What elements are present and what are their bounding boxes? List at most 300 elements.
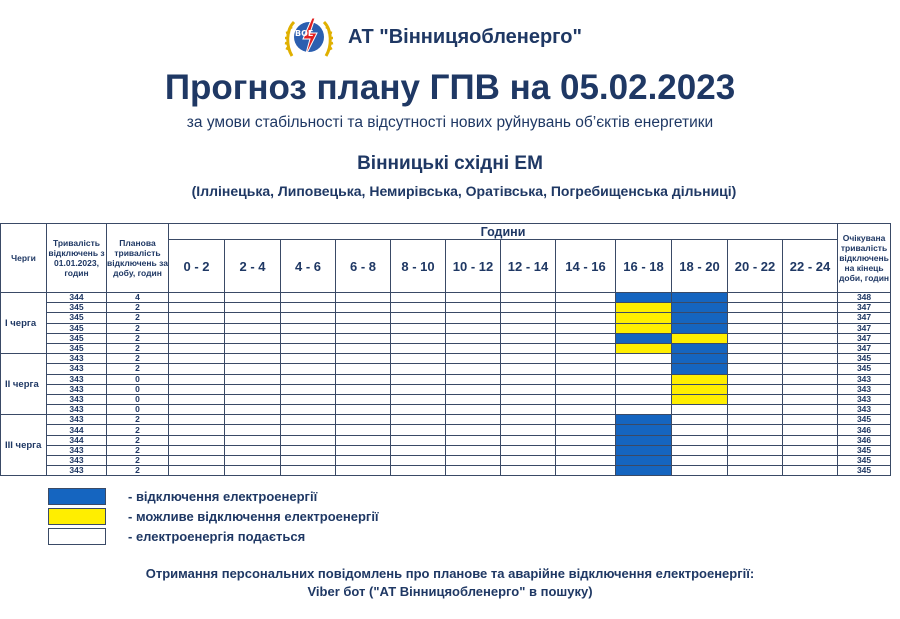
slot-cell <box>556 323 616 333</box>
duration-cell: 344 <box>47 293 107 303</box>
slot-cell <box>281 293 336 303</box>
slot-cell <box>446 445 501 455</box>
slot-cell <box>501 435 556 445</box>
planned-cell: 2 <box>107 323 169 333</box>
planned-cell: 2 <box>107 343 169 353</box>
slot-cell <box>391 445 446 455</box>
slot-cell <box>336 313 391 323</box>
slot-cell <box>783 435 838 445</box>
expected-cell: 343 <box>838 405 891 415</box>
table-row <box>1 354 891 364</box>
slot-cell <box>281 445 336 455</box>
duration-cell: 343 <box>47 374 107 384</box>
header-queue: Черги <box>1 224 47 293</box>
slot-cell <box>281 456 336 466</box>
duration-cell: 344 <box>47 425 107 435</box>
slot-cell <box>446 374 501 384</box>
planned-cell: 2 <box>107 435 169 445</box>
slot-cell <box>501 405 556 415</box>
slot-cell <box>501 333 556 343</box>
slot-cell <box>225 405 281 415</box>
slot-cell <box>672 354 728 364</box>
slot-cell <box>391 374 446 384</box>
slot-cell <box>281 415 336 425</box>
slot-cell <box>391 456 446 466</box>
slot-header: 4 - 6 <box>281 240 336 293</box>
header-duration: Тривалість відключень з 01.01.2023, годин <box>47 224 107 293</box>
slot-cell <box>281 425 336 435</box>
planned-cell: 2 <box>107 303 169 313</box>
duration-cell: 345 <box>47 323 107 333</box>
duration-cell: 343 <box>47 394 107 404</box>
queue-label: І черга <box>1 293 47 354</box>
slot-cell <box>556 425 616 435</box>
slot-cell <box>556 354 616 364</box>
queue-label: ІІ черга <box>1 354 47 415</box>
slot-cell <box>225 374 281 384</box>
expected-cell: 345 <box>838 445 891 455</box>
slot-cell <box>501 384 556 394</box>
slot-cell <box>336 303 391 313</box>
slot-cell <box>391 466 446 476</box>
slot-header: 8 - 10 <box>391 240 446 293</box>
slot-cell <box>501 394 556 404</box>
slot-cell <box>783 354 838 364</box>
slot-cell <box>446 293 501 303</box>
company-name: АТ "Вінницяобленерго" <box>348 26 582 48</box>
slot-cell <box>728 323 783 333</box>
slot-cell <box>391 293 446 303</box>
districts-list: (Іллінецька, Липовецька, Немирівська, Оратівська, Погребищенська дільниці) <box>191 183 737 199</box>
slot-cell <box>336 456 391 466</box>
slot-cell <box>728 343 783 353</box>
slot-cell <box>391 313 446 323</box>
duration-cell: 345 <box>47 313 107 323</box>
slot-cell <box>783 425 838 435</box>
slot-cell <box>728 466 783 476</box>
slot-cell <box>616 293 672 303</box>
slot-cell <box>281 435 336 445</box>
expected-cell: 345 <box>838 415 891 425</box>
slot-cell <box>336 364 391 374</box>
slot-cell <box>281 405 336 415</box>
legend-label-off: - відключення електроенергії <box>128 489 318 504</box>
slot-cell <box>336 394 391 404</box>
legend-label-on: - електроенергія подається <box>128 529 306 544</box>
slot-cell <box>616 323 672 333</box>
table-row <box>1 435 891 445</box>
slot-cell <box>391 303 446 313</box>
slot-cell <box>783 374 838 384</box>
slot-header: 16 - 18 <box>616 240 672 293</box>
planned-cell: 4 <box>107 293 169 303</box>
slot-cell <box>672 435 728 445</box>
slot-header: 22 - 24 <box>783 240 838 293</box>
slot-cell <box>225 394 281 404</box>
planned-cell: 0 <box>107 405 169 415</box>
slot-cell <box>169 343 225 353</box>
slot-cell <box>616 435 672 445</box>
slot-cell <box>783 394 838 404</box>
slot-cell <box>281 384 336 394</box>
expected-cell: 345 <box>838 364 891 374</box>
slot-cell <box>446 364 501 374</box>
slot-cell <box>556 384 616 394</box>
planned-cell: 2 <box>107 456 169 466</box>
planned-cell: 2 <box>107 333 169 343</box>
slot-cell <box>556 374 616 384</box>
slot-cell <box>169 303 225 313</box>
slot-cell <box>556 333 616 343</box>
legend-item-maybe <box>48 507 468 525</box>
planned-cell: 0 <box>107 394 169 404</box>
duration-cell: 345 <box>47 303 107 313</box>
slot-cell <box>225 466 281 476</box>
table-row <box>1 425 891 435</box>
table-row <box>1 323 891 333</box>
legend-swatch-maybe <box>48 508 106 525</box>
footer-notice: Отримання персональних повідомлень про планове та аварійне відключення електроенергії: <box>145 566 755 581</box>
slot-cell <box>446 303 501 313</box>
table-row <box>1 466 891 476</box>
slot-cell <box>169 313 225 323</box>
expected-cell: 343 <box>838 394 891 404</box>
slot-cell <box>169 445 225 455</box>
slot-cell <box>169 415 225 425</box>
slot-cell <box>225 323 281 333</box>
slot-cell <box>225 354 281 364</box>
slot-cell <box>672 466 728 476</box>
planned-cell: 2 <box>107 445 169 455</box>
slot-cell <box>281 466 336 476</box>
expected-cell: 347 <box>838 343 891 353</box>
slot-cell <box>616 333 672 343</box>
slot-cell <box>169 384 225 394</box>
slot-cell <box>556 394 616 404</box>
slot-cell <box>336 293 391 303</box>
table-row <box>1 364 891 374</box>
legend-label-maybe: - можливе відключення електроенергії <box>128 509 379 524</box>
slot-cell <box>672 364 728 374</box>
slot-cell <box>556 303 616 313</box>
slot-cell <box>783 293 838 303</box>
slot-cell <box>501 445 556 455</box>
slot-cell <box>616 303 672 313</box>
duration-cell: 343 <box>47 466 107 476</box>
table-row <box>1 456 891 466</box>
slot-cell <box>446 435 501 445</box>
slot-cell <box>391 425 446 435</box>
slot-cell <box>672 384 728 394</box>
expected-cell: 348 <box>838 293 891 303</box>
slot-cell <box>728 456 783 466</box>
region-title: Вінницькі східні ЕМ <box>357 153 543 174</box>
duration-cell: 343 <box>47 456 107 466</box>
slot-cell <box>728 435 783 445</box>
table-row <box>1 445 891 455</box>
slot-cell <box>446 405 501 415</box>
expected-cell: 347 <box>838 303 891 313</box>
slot-cell <box>336 333 391 343</box>
slot-cell <box>556 364 616 374</box>
slot-cell <box>672 445 728 455</box>
slot-cell <box>728 415 783 425</box>
slot-cell <box>728 445 783 455</box>
duration-cell: 343 <box>47 354 107 364</box>
slot-cell <box>501 354 556 364</box>
slot-cell <box>783 364 838 374</box>
slot-cell <box>336 435 391 445</box>
slot-cell <box>728 394 783 404</box>
slot-cell <box>501 293 556 303</box>
slot-cell <box>672 456 728 466</box>
slot-cell <box>391 354 446 364</box>
slot-cell <box>783 466 838 476</box>
slot-cell <box>336 466 391 476</box>
slot-cell <box>783 313 838 323</box>
slot-cell <box>783 333 838 343</box>
duration-cell: 345 <box>47 333 107 343</box>
slot-cell <box>616 466 672 476</box>
slot-cell <box>672 323 728 333</box>
slot-cell <box>225 293 281 303</box>
slot-cell <box>672 333 728 343</box>
slot-cell <box>169 323 225 333</box>
planned-cell: 0 <box>107 384 169 394</box>
slot-cell <box>728 364 783 374</box>
slot-cell <box>783 445 838 455</box>
slot-cell <box>783 303 838 313</box>
slot-cell <box>169 364 225 374</box>
slot-cell <box>446 456 501 466</box>
planned-cell: 2 <box>107 425 169 435</box>
slot-cell <box>616 364 672 374</box>
slot-cell <box>672 303 728 313</box>
slot-header: 12 - 14 <box>501 240 556 293</box>
slot-cell <box>336 405 391 415</box>
slot-cell <box>281 374 336 384</box>
slot-cell <box>556 435 616 445</box>
slot-cell <box>446 333 501 343</box>
slot-cell <box>225 415 281 425</box>
slot-cell <box>169 425 225 435</box>
slot-header: 2 - 4 <box>225 240 281 293</box>
slot-cell <box>672 343 728 353</box>
slot-cell <box>616 374 672 384</box>
slot-cell <box>501 466 556 476</box>
slot-cell <box>336 425 391 435</box>
expected-cell: 345 <box>838 466 891 476</box>
page-subtitle: за умови стабільності та відсутності нових руйнувань об’єктів енергетики <box>186 114 714 131</box>
slot-cell <box>281 364 336 374</box>
slot-cell <box>728 303 783 313</box>
slot-cell <box>728 384 783 394</box>
duration-cell: 345 <box>47 343 107 353</box>
slot-cell <box>672 405 728 415</box>
slot-cell <box>556 466 616 476</box>
slot-cell <box>169 293 225 303</box>
slot-cell <box>446 313 501 323</box>
slot-cell <box>616 343 672 353</box>
slot-header: 0 - 2 <box>169 240 225 293</box>
slot-cell <box>556 456 616 466</box>
slot-cell <box>169 456 225 466</box>
slot-cell <box>616 445 672 455</box>
slot-cell <box>501 303 556 313</box>
slot-cell <box>336 415 391 425</box>
slot-cell <box>169 374 225 384</box>
slot-cell <box>281 333 336 343</box>
planned-cell: 2 <box>107 415 169 425</box>
slot-cell <box>336 343 391 353</box>
slot-cell <box>728 333 783 343</box>
slot-cell <box>446 343 501 353</box>
slot-cell <box>616 415 672 425</box>
viber-bot-notice: Viber бот ("АТ Вінницяобленерго" в пошуку) <box>307 584 593 599</box>
slot-cell <box>728 313 783 323</box>
slot-cell <box>501 343 556 353</box>
slot-cell <box>616 354 672 364</box>
slot-cell <box>336 374 391 384</box>
slot-cell <box>501 374 556 384</box>
expected-cell: 347 <box>838 333 891 343</box>
slot-cell <box>281 313 336 323</box>
slot-cell <box>225 313 281 323</box>
expected-cell: 343 <box>838 374 891 384</box>
page-title: Прогноз плану ГПВ на 05.02.2023 <box>164 68 736 107</box>
slot-cell <box>501 456 556 466</box>
header-expected: Очікувана тривалість відключень на кінець доби, годин <box>838 224 891 293</box>
slot-cell <box>783 456 838 466</box>
slot-cell <box>281 343 336 353</box>
slot-header: 14 - 16 <box>556 240 616 293</box>
schedule-table <box>0 223 891 476</box>
slot-cell <box>336 323 391 333</box>
slot-cell <box>281 303 336 313</box>
slot-cell <box>391 435 446 445</box>
slot-cell <box>783 415 838 425</box>
slot-cell <box>556 415 616 425</box>
slot-cell <box>225 445 281 455</box>
planned-cell: 0 <box>107 374 169 384</box>
table-row <box>1 415 891 425</box>
planned-cell: 2 <box>107 364 169 374</box>
slot-cell <box>728 425 783 435</box>
table-row <box>1 303 891 313</box>
header-planned: Планова тривалість відключень за добу, годин <box>107 224 169 293</box>
slot-cell <box>391 384 446 394</box>
expected-cell: 347 <box>838 323 891 333</box>
slot-cell <box>391 415 446 425</box>
planned-cell: 2 <box>107 466 169 476</box>
slot-cell <box>281 354 336 364</box>
table-row <box>1 343 891 353</box>
slot-cell <box>556 343 616 353</box>
schedule-body <box>1 293 891 476</box>
slot-cell <box>672 293 728 303</box>
slot-cell <box>783 323 838 333</box>
slot-header: 10 - 12 <box>446 240 501 293</box>
slot-cell <box>391 323 446 333</box>
header-hours: Години <box>169 224 838 240</box>
slot-cell <box>728 293 783 303</box>
slot-cell <box>446 466 501 476</box>
table-row <box>1 313 891 323</box>
duration-cell: 343 <box>47 364 107 374</box>
planned-cell: 2 <box>107 354 169 364</box>
slot-cell <box>169 354 225 364</box>
table-row <box>1 384 891 394</box>
slot-cell <box>446 323 501 333</box>
slot-cell <box>616 425 672 435</box>
legend-swatch-on <box>48 528 106 545</box>
slot-cell <box>672 374 728 384</box>
slot-cell <box>446 425 501 435</box>
legend-item-on <box>48 527 468 545</box>
slot-cell <box>446 354 501 364</box>
slot-cell <box>556 405 616 415</box>
slot-cell <box>728 405 783 415</box>
slot-cell <box>225 384 281 394</box>
slot-cell <box>446 415 501 425</box>
slot-cell <box>446 394 501 404</box>
slot-cell <box>728 374 783 384</box>
slot-cell <box>501 415 556 425</box>
expected-cell: 347 <box>838 313 891 323</box>
slot-header: 18 - 20 <box>672 240 728 293</box>
duration-cell: 344 <box>47 435 107 445</box>
slot-cell <box>728 354 783 364</box>
slot-cell <box>501 323 556 333</box>
expected-cell: 345 <box>838 354 891 364</box>
planned-cell: 2 <box>107 313 169 323</box>
brand-header <box>282 8 622 64</box>
duration-cell: 343 <box>47 415 107 425</box>
slot-cell <box>616 456 672 466</box>
slot-cell <box>556 313 616 323</box>
expected-cell: 346 <box>838 425 891 435</box>
slot-cell <box>225 425 281 435</box>
slot-cell <box>225 435 281 445</box>
slot-cell <box>501 364 556 374</box>
slot-cell <box>672 425 728 435</box>
slot-cell <box>225 333 281 343</box>
slot-cell <box>616 384 672 394</box>
slot-cell <box>391 394 446 404</box>
slot-cell <box>783 405 838 415</box>
slot-header: 20 - 22 <box>728 240 783 293</box>
expected-cell: 346 <box>838 435 891 445</box>
slot-cell <box>169 405 225 415</box>
slot-cell <box>169 394 225 404</box>
slot-cell <box>391 343 446 353</box>
slot-cell <box>616 394 672 404</box>
table-row <box>1 293 891 303</box>
queue-label: ІІІ черга <box>1 415 47 476</box>
slot-cell <box>501 313 556 323</box>
slot-cell <box>225 303 281 313</box>
slot-cell <box>336 445 391 455</box>
slot-cell <box>616 313 672 323</box>
company-logo-icon <box>284 12 334 62</box>
duration-cell: 343 <box>47 445 107 455</box>
slot-cell <box>446 384 501 394</box>
duration-cell: 343 <box>47 384 107 394</box>
slot-cell <box>336 354 391 364</box>
slot-cell <box>336 384 391 394</box>
slot-cell <box>672 394 728 404</box>
table-row <box>1 405 891 415</box>
